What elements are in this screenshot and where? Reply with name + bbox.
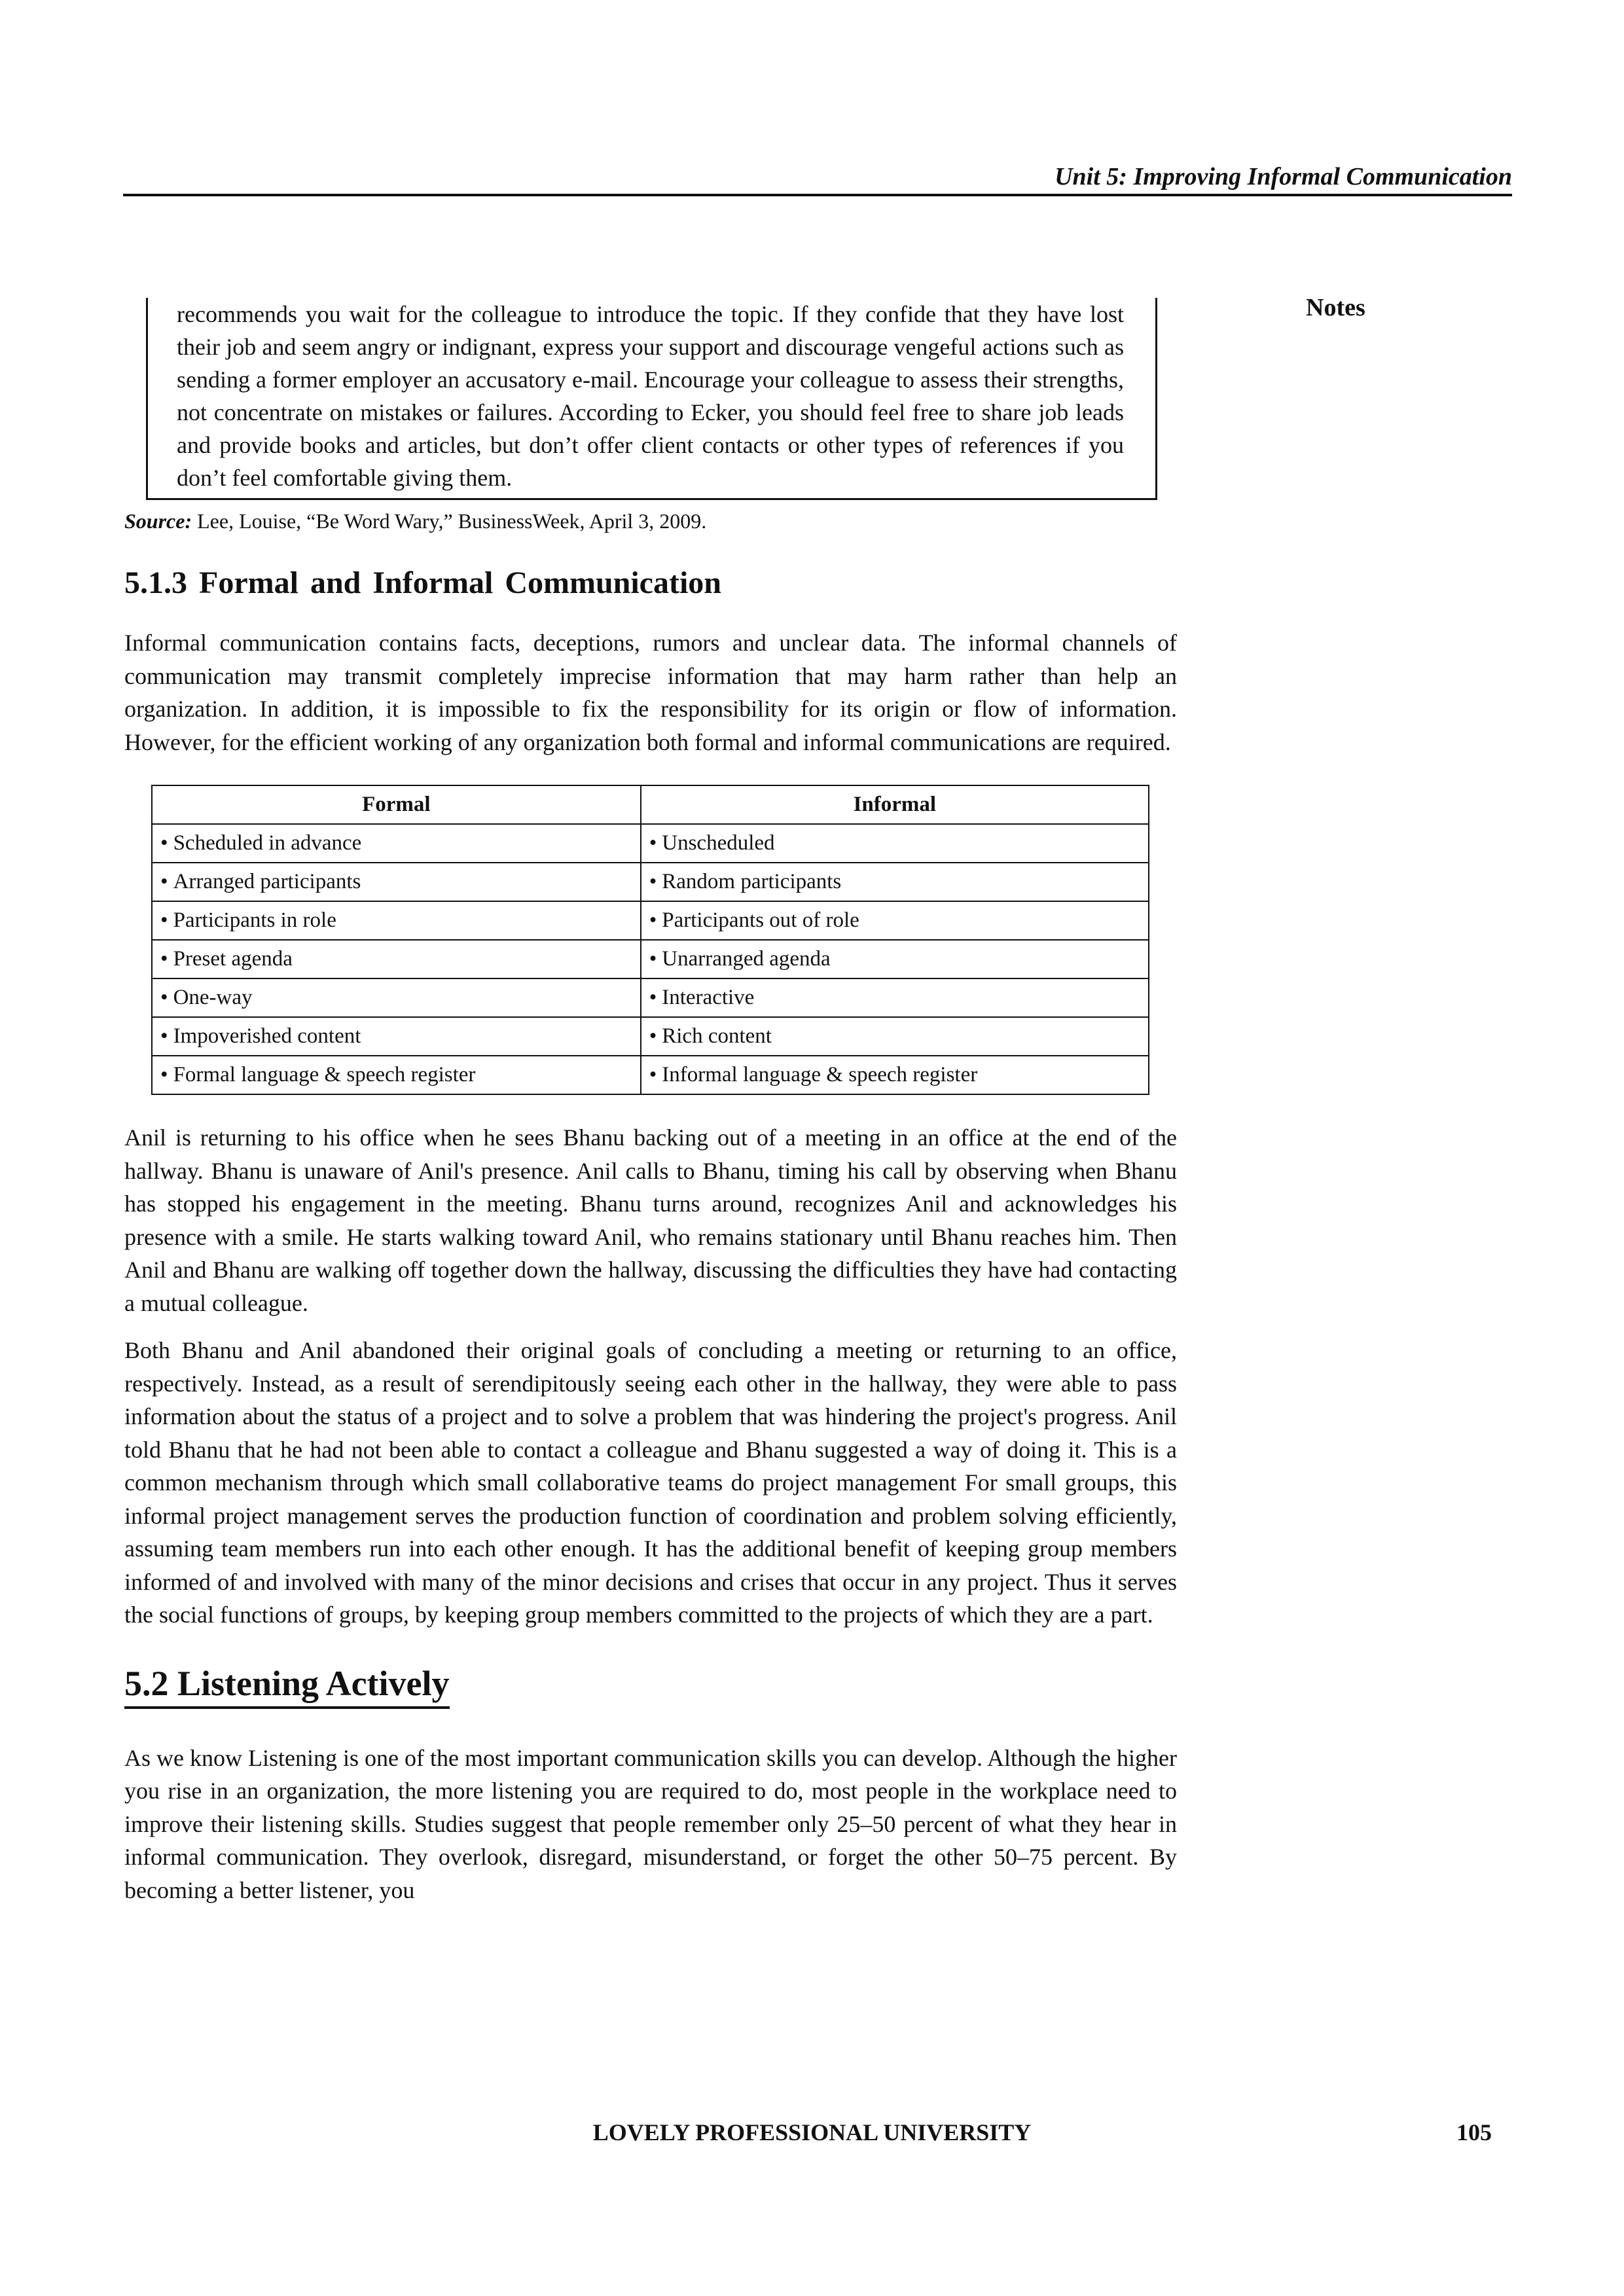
table-cell-text: Random participants [662, 870, 842, 893]
bullet-icon: • [160, 908, 168, 932]
formal-informal-table [151, 785, 1149, 1095]
table-cell-text: Impoverished content [173, 1024, 361, 1048]
table-cell-informal [641, 824, 1149, 863]
table-cell-text: Preset agenda [173, 947, 293, 971]
table-cell-text: Unarranged agenda [662, 947, 831, 971]
table-cell-text: Unscheduled [662, 831, 775, 855]
case-box-continuation [146, 298, 1157, 500]
table-cell-text: Participants out of role [662, 908, 859, 932]
table-cell-text: Informal language & speech register [662, 1063, 978, 1086]
table-cell-formal [152, 824, 641, 863]
bullet-icon: • [649, 908, 657, 932]
table-cell-text: Interactive [662, 986, 755, 1009]
table-cell-informal [641, 1017, 1149, 1056]
table-cell-informal [641, 1056, 1149, 1094]
table-cell-informal [641, 978, 1149, 1017]
notes-margin-label: Notes [1306, 294, 1365, 321]
page-number: 105 [1456, 2119, 1492, 2145]
bullet-icon: • [649, 870, 657, 893]
bullet-icon: • [160, 831, 168, 855]
section-heading-5-2: 5.2 Listening Actively [124, 1662, 450, 1709]
table-row [152, 863, 1149, 901]
bullet-icon: • [160, 1063, 168, 1086]
bullet-icon: • [649, 831, 657, 855]
table-row [152, 1017, 1149, 1056]
table-cell-formal [152, 1056, 641, 1094]
case-box-text: recommends you wait for the colleague to introduce the topic. If they confide that they have lost their job and seem angry or indignant, express your support and discourage vengeful actions such as sending a former employer an accusatory e-mail. Encourage your colleague to assess their strengths, not concentrate on mistakes or failures. According to Ecker, you should feel free to share job leads and provide books and articles, but don’t offer client contacts or other types of references if you don’t feel comfortable giving them. [177, 301, 1124, 491]
table-cell-informal [641, 901, 1149, 940]
bullet-icon: • [649, 986, 657, 1009]
bullet-icon: • [649, 1024, 657, 1048]
table-cell-formal [152, 1017, 641, 1056]
section-intro-paragraph: Informal communication contains facts, deceptions, rumors and unclear data. The informal channels of communication may transmit completely imprecise information that may harm rather than help an organization. In addition, it is impossible to fix the responsibility for its origin or flow of information. However, for the efficient working of any organization both formal and informal communications are required. [124, 630, 1177, 755]
table-cell-formal [152, 940, 641, 978]
table-cell-text: Arranged participants [173, 870, 361, 893]
source-label: Source: [124, 509, 192, 533]
anil-bhanu-paragraph: Anil is returning to his office when he sees Bhanu backing out of a meeting in an office at the end of the hallway. Bhanu is unaware of Anil's presence. Anil calls to Bhanu, timing his call by observing when Bhanu has stopped his engagement in the meeting. Bhanu turns around, recognizes Anil and acknowledges his presence with a smile. He starts walking toward Anil, who remains stationary until Bhanu reaches him. Then Anil and Bhanu are walking off together down the hallway, discussing the difficulties they have had contacting a mutual colleague. [124, 1124, 1177, 1316]
table-row [152, 824, 1149, 863]
serendipity-paragraph: Both Bhanu and Anil abandoned their original goals of concluding a meeting or returning to an office, respectively. Instead, as a result of serendipitously seeing each other in the hallway, they were able to pass information about the status of a project and to solve a problem that was hindering the project's progress. Anil told Bhanu that he had not been able to contact a colleague and Bhanu suggested a way of doing it. This is a common mechanism through which small collaborative teams do project management For small groups, this informal project management serves the production function of coordination and problem solving efficiently, assuming team members run into each other enough. It has the additional benefit of keeping group members informed of and involved with many of the minor decisions and crises that occur in any project. Thus it serves the social functions of groups, by keeping group members committed to the projects of which they are a part. [124, 1337, 1177, 1628]
source-text: Lee, Louise, “Be Word Wary,” BusinessWeek, April 3, 2009. [197, 509, 707, 533]
main-content [124, 298, 1177, 1907]
bullet-icon: • [160, 986, 168, 1009]
footer-university: LOVELY PROFESSIONAL UNIVERSITY [592, 2119, 1032, 2145]
table-cell-formal [152, 863, 641, 901]
table-header-informal: Informal [641, 785, 1149, 824]
bullet-icon: • [649, 947, 657, 971]
table-body [152, 824, 1149, 1094]
table-cell-informal [641, 863, 1149, 901]
table-row [152, 940, 1149, 978]
table-cell-text: Formal language & speech register [173, 1063, 476, 1086]
table-cell-text: Rich content [662, 1024, 772, 1048]
table-cell-text: Scheduled in advance [173, 831, 362, 855]
table-cell-text: Participants in role [173, 908, 336, 932]
table-cell-text: One-way [173, 986, 253, 1009]
header-rule [123, 194, 1512, 196]
table-row [152, 978, 1149, 1017]
section-heading-5-1-3: 5.1.3 Formal and Informal Communication [124, 565, 721, 600]
listening-paragraph: As we know Listening is one of the most important communication skills you can develop. Although the higher you rise in an organization, the more listening you are required to do, most people in the workplace need to improve their listening skills. Studies suggest that people remember only 25–50 percent of what they hear in informal communication. They overlook, disregard, misunderstand, or forget the other 50–75 percent. By becoming a better listener, you [124, 1744, 1177, 1903]
running-header-title: Unit 5: Improving Informal Communication [1055, 163, 1512, 190]
table-cell-informal [641, 940, 1149, 978]
table-header-row [152, 785, 1149, 824]
table-cell-formal [152, 978, 641, 1017]
bullet-icon: • [649, 1063, 657, 1086]
table-cell-formal [152, 901, 641, 940]
source-citation [124, 509, 1177, 533]
table-row [152, 901, 1149, 940]
bullet-icon: • [160, 947, 168, 971]
table-header-formal: Formal [152, 785, 641, 824]
bullet-icon: • [160, 1024, 168, 1048]
bullet-icon: • [160, 870, 168, 893]
table-row [152, 1056, 1149, 1094]
